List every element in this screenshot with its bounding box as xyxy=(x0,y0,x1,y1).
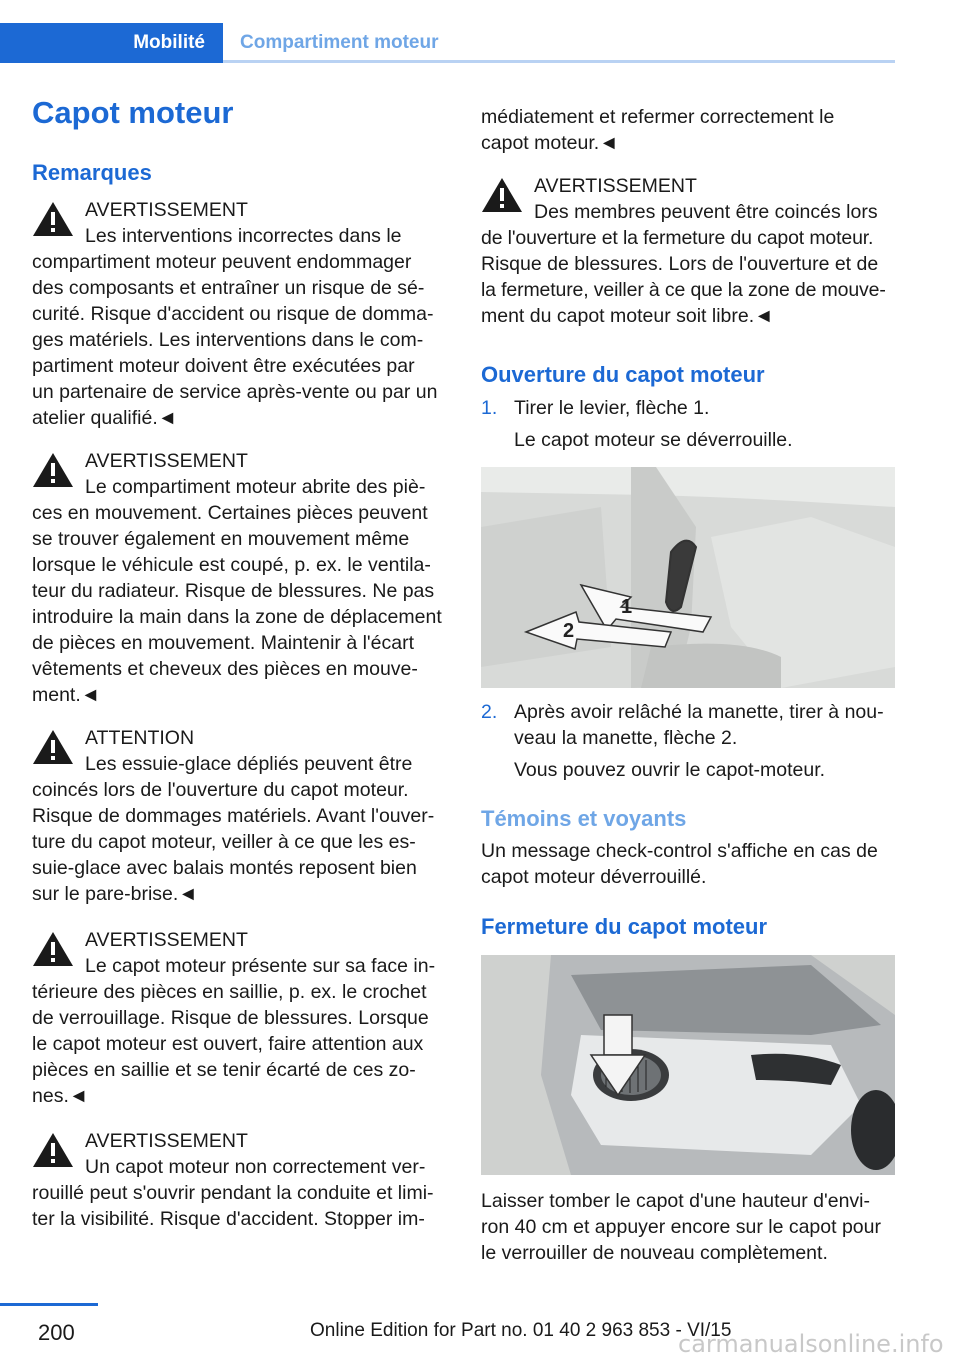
warning-triangle-icon xyxy=(32,200,74,238)
step-line: Après avoir relâché la manette, tirer à nou- xyxy=(514,701,884,723)
watermark: carmanualsonline.info xyxy=(678,1330,944,1358)
warning-line: curité. Risque d'accident ou risque de domma- xyxy=(32,303,434,325)
step-line: Tirer le levier, flèche 1. xyxy=(514,397,710,419)
warning-triangle-icon xyxy=(32,1131,74,1169)
closing-line: ron 40 cm et appuyer encore sur le capot pour xyxy=(481,1216,881,1238)
caution-title: ATTENTION xyxy=(85,727,195,749)
warning-line: ment.◄ xyxy=(32,684,101,706)
warning-title: AVERTISSEMENT xyxy=(85,1130,248,1152)
warning-line: pièces en saillie et se tenir écarté de ces zo- xyxy=(32,1059,416,1081)
warning-line: ture du capot moteur, veiller à ce que les es- xyxy=(32,831,416,853)
closing-line: Laisser tomber le capot d'une hauteur d'envi- xyxy=(481,1190,871,1212)
warning-line: partiment moteur doivent être exécutées par xyxy=(32,355,415,377)
warning-line: ment du capot moteur soit libre.◄ xyxy=(481,305,774,327)
hood-release-lever-illustration xyxy=(481,467,895,688)
car-front-drawing xyxy=(481,955,895,1175)
closing-paragraph xyxy=(481,1188,895,1266)
continuation-line: médiatement et refermer correctement le xyxy=(481,106,835,128)
indicators-line: Un message check-control s'affiche en cas de xyxy=(481,840,878,862)
warning-title: AVERTISSEMENT xyxy=(85,450,248,472)
warning-line: teur du radiateur. Risque de blessures. Ne pas xyxy=(32,580,435,602)
warning-line: de pièces en mouvement. Maintenir à l'écart xyxy=(32,632,415,654)
warning-line: Les interventions incorrectes dans le xyxy=(85,225,402,247)
warning-line: de verrouillage. Risque de blessures. Lorsque xyxy=(32,1007,429,1029)
warning-line: sur le pare-brise.◄ xyxy=(32,883,198,905)
caution-block xyxy=(32,725,447,907)
warning-block xyxy=(32,927,447,1109)
warning-triangle-icon xyxy=(32,451,74,489)
step-number: 1. xyxy=(481,397,498,419)
edition-note: Online Edition for Part no. 01 40 2 963 853 - VI/15 xyxy=(310,1320,732,1341)
warning-block xyxy=(32,197,447,431)
warning-line: le capot moteur est ouvert, faire attention aux xyxy=(32,1033,424,1055)
warning-line: Des membres peuvent être coincés lors xyxy=(534,201,878,223)
step-note: Vous pouvez ouvrir le capot-moteur. xyxy=(514,759,826,781)
warning-line: la fermeture, veiller à ce que la zone de mouve- xyxy=(481,279,886,301)
warning-block xyxy=(32,1128,447,1232)
indicators-paragraph xyxy=(481,838,895,890)
warning-triangle-icon xyxy=(32,930,74,968)
indicators-heading: Témoins et voyants xyxy=(481,806,687,831)
warning-title: AVERTISSEMENT xyxy=(85,929,248,951)
warning-line: Les essuie-glace dépliés peuvent être xyxy=(85,753,413,775)
warning-line: Risque de dommages matériels. Avant l'ouver- xyxy=(32,805,435,827)
warning-block xyxy=(32,448,447,708)
step-line: veau la manette, flèche 2. xyxy=(514,727,738,749)
warning-line: vêtements et cheveux des pièces en mouve- xyxy=(32,658,418,680)
warning-line: ces en mouvement. Certaines pièces peuvent xyxy=(32,502,428,524)
warning-line: introduire la main dans la zone de déplacement xyxy=(32,606,442,628)
warning-line: Le capot moteur présente sur sa face in- xyxy=(85,955,436,977)
warning-line: un partenaire de service après-vente ou par un xyxy=(32,381,438,403)
arrow-1-label: 1 xyxy=(621,596,633,618)
closing-line: le verrouiller de nouveau complètement. xyxy=(481,1242,828,1264)
tab-section[interactable]: Mobilité xyxy=(0,23,223,63)
warning-triangle-icon xyxy=(32,728,74,766)
page-header xyxy=(0,23,895,63)
car-hood-illustration xyxy=(481,955,895,1175)
step-number: 2. xyxy=(481,701,498,723)
warning-line: nes.◄ xyxy=(32,1085,89,1107)
lever-drawing xyxy=(481,467,895,688)
warning-line: Risque de blessures. Lors de l'ouverture et de xyxy=(481,253,879,275)
warning-line: rouillé peut s'ouvrir pendant la conduite et limi- xyxy=(32,1182,434,1204)
closing-heading: Fermeture du capot moteur xyxy=(481,914,768,939)
warning-line: lorsque le véhicule est coupé, p. ex. le ventila- xyxy=(32,554,431,576)
page-number: 200 xyxy=(38,1320,75,1345)
header-divider xyxy=(223,60,895,63)
arrow-2-label: 2 xyxy=(563,620,575,642)
warning-line: des composants et entraîner un risque de sé- xyxy=(32,277,425,299)
warning-line: ges matériels. Les interventions dans le com- xyxy=(32,329,424,351)
warning-line: Le compartiment moteur abrite des piè- xyxy=(85,476,426,498)
continuation-line: capot moteur.◄ xyxy=(481,132,619,154)
warning-line: compartiment moteur peuvent endommager xyxy=(32,251,412,273)
warning-line: coincés lors de l'ouverture du capot moteur. xyxy=(32,779,409,801)
warning-line: suie-glace avec balais montés reposent bien xyxy=(32,857,417,879)
warning-line: térieure des pièces en saillie, p. ex. le crochet xyxy=(32,981,427,1003)
step-item xyxy=(514,395,895,453)
warning-line: de l'ouverture et la fermeture du capot moteur. xyxy=(481,227,874,249)
footer-divider xyxy=(0,1303,98,1306)
warning-title: AVERTISSEMENT xyxy=(534,175,697,197)
tab-subsection[interactable]: Compartiment moteur xyxy=(240,32,439,53)
warning-line: ter la visibilité. Risque d'accident. Stopper im- xyxy=(32,1208,425,1230)
opening-heading: Ouverture du capot moteur xyxy=(481,362,765,387)
step-item xyxy=(514,699,895,783)
remarks-heading: Remarques xyxy=(32,160,152,185)
indicators-line: capot moteur déverrouillé. xyxy=(481,866,707,888)
warning-triangle-icon xyxy=(481,176,523,214)
step-note: Le capot moteur se déverrouille. xyxy=(514,429,793,451)
warning-continuation xyxy=(481,104,895,156)
warning-line: se trouver également en mouvement même xyxy=(32,528,410,550)
page-title: Capot moteur xyxy=(32,95,234,130)
warning-line: Un capot moteur non correctement ver- xyxy=(85,1156,426,1178)
warning-title: AVERTISSEMENT xyxy=(85,199,248,221)
warning-line: atelier qualifié.◄ xyxy=(32,407,178,429)
warning-block xyxy=(481,173,895,329)
